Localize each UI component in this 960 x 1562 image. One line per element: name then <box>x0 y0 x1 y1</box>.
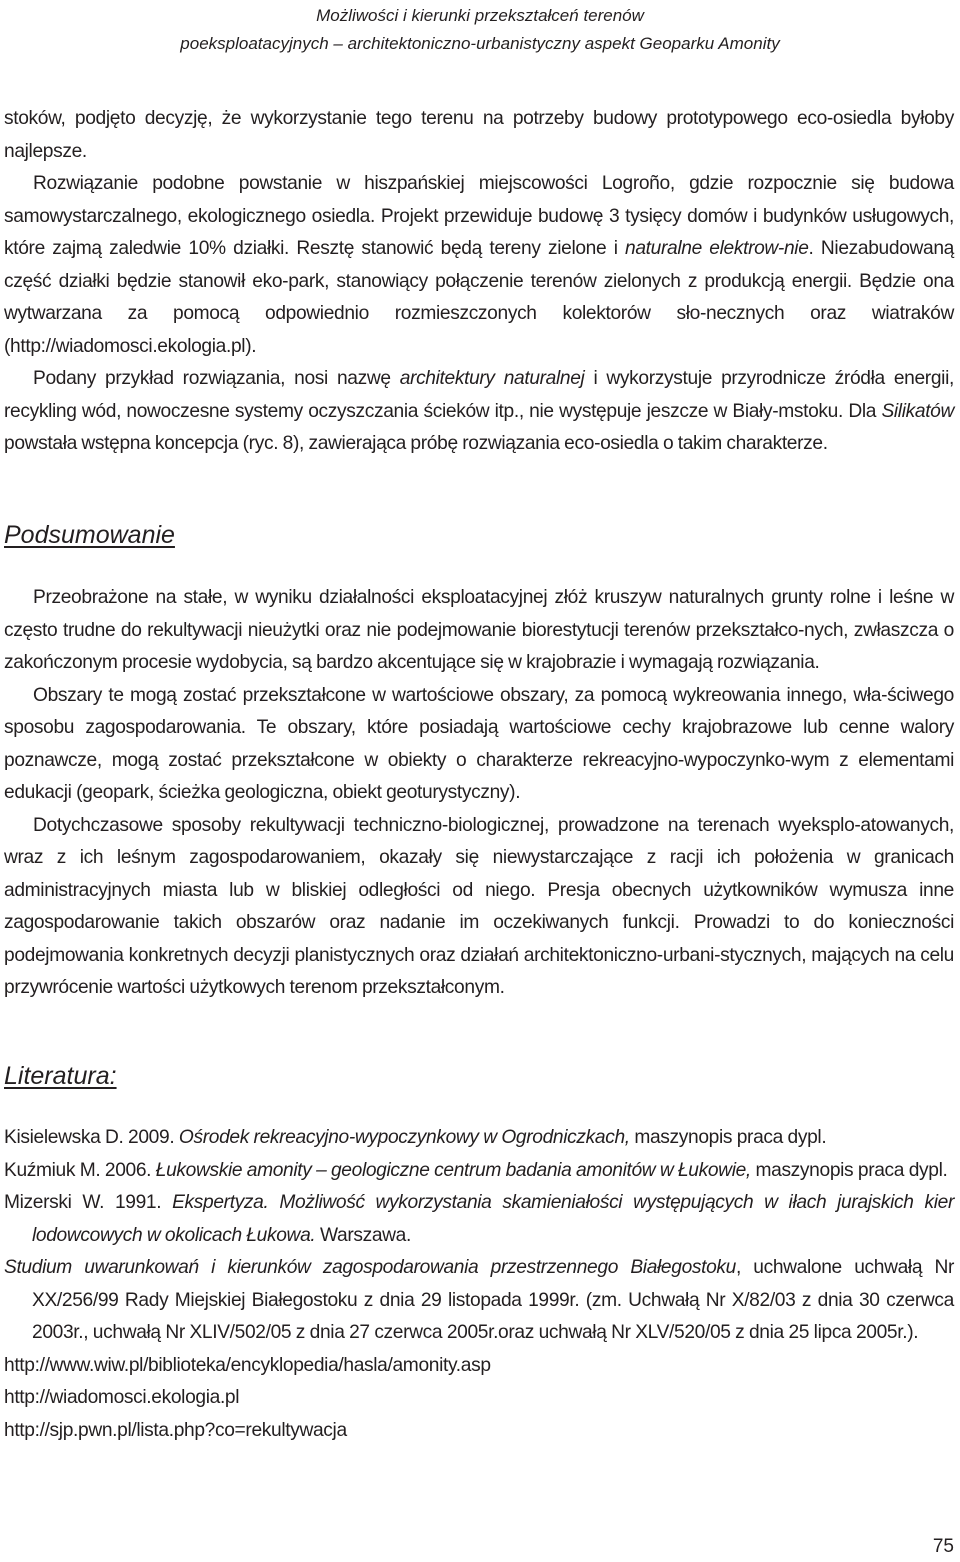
intro-paragraph-3-italic-a: architektury naturalnej <box>399 368 585 389</box>
intro-paragraph-3-text-c: powstała wstępna koncepcja (ryc. 8), zawierająca próbę rozwiązania eco-osiedla o takim charakterze. <box>4 433 828 454</box>
literature-heading: Literatura: <box>4 1062 117 1090</box>
reference-url: http://www.wiw.pl/biblioteka/encyklopedia/hasla/amonity.asp <box>4 1354 491 1376</box>
intro-paragraph-3 <box>4 363 954 461</box>
intro-paragraph-3-text-a: Podany przykład rozwiązania, nosi nazwę <box>33 368 400 389</box>
reference-note: maszynopis praca dypl. <box>750 1159 948 1181</box>
reference-url: http://sjp.pwn.pl/lista.php?co=rekultywacja <box>4 1419 347 1441</box>
running-header-line-1: Możliwości i kierunki przekształceń terenów <box>316 6 644 25</box>
reference-title: Studium uwarunkowań i kierunków zagospodarowania przestrzennego Białegostoku <box>4 1257 736 1278</box>
reference-item <box>4 1187 954 1252</box>
summary-heading: Podsumowanie <box>4 521 175 549</box>
intro-paragraph-2-text-b: . Niezabudowaną część działki będzie stanowił eko-park, stanowiący połączenie terenów zielonych z produkcją energii. Będzie ona wytwarzana za pomocą odpowiednio rozmieszczonych kolektorów sło-necznych oraz wiatraków (http://wiadomosci.ekologia.pl). <box>4 238 954 357</box>
intro-paragraph-3-text-b: i wykorzystuje przyrodnicze źródła energii, recykling wód, nowoczesne systemy oczyszczania ścieków itp., nie występuje jeszcze w Biały-mstoku. Dla <box>4 368 954 422</box>
reference-list <box>4 1122 954 1447</box>
intro-paragraph-2 <box>4 168 954 363</box>
reference-item <box>4 1155 954 1188</box>
page-number: 75 <box>932 1536 954 1557</box>
reference-note: , uchwalone uchwałą Nr XX/256/99 Rady Miejskiej Białegostoku z dnia 29 listopada 1999r. (zm. Uchwałą Nr X/82/03 z dnia 30 czerwca 2003r., uchwałą Nr XLIV/502/05 z dnia 27 czerwca 2005r.oraz uchwałą Nr XLV/520/05 z dnia 25 lipca 2005r.). <box>32 1257 954 1343</box>
summary-paragraph-3: Dotychczasowe sposoby rekultywacji techniczno-biologicznej, prowadzone na terenach wyeksplo-atowanych, wraz z ich leśnym zagospodarowaniem, okazały się niewystarczające z racji ich położenia w granicach administracyjnych miasta lub w bliskiej odległości od niego. Presja obecnych użytkowników wymusza inne zagospodarowanie takich obszarów oraz nadanie im oczekiwanych funkcji. Prowadzi to do konieczności podejmowania konkretnych decyzji planistycznych oraz działań architektoniczno-urbani-stycznych, mających na celu przywrócenie wartości użytkowych terenom przekształconym. <box>4 814 954 998</box>
reference-author: Mizerski W. 1991. <box>4 1192 173 1213</box>
reference-item <box>4 1122 954 1155</box>
reference-title: Ośrodek rekreacyjno-wypoczynkowy w Ogrodniczkach, <box>178 1127 630 1148</box>
summary-section <box>4 582 954 1005</box>
summary-paragraph-2: Obszary te mogą zostać przekształcone w wartościowe obszary, za pomocą wykreowania innego, wła-ściwego sposobu zagospodarowania. Te obszary, które posiadają wartościowe cechy krajobrazowe lub cenne walory poznawcze, mogą zostać przekształcone w obiekty o charakterze rekreacyjno-wypoczynko-wym z elementami edukacji (geopark, ścieżka geologiczna, obiekt geoturystyczny). <box>4 684 954 803</box>
reference-item <box>4 1252 954 1350</box>
reference-author: Kisielewska D. 2009. <box>4 1127 179 1148</box>
reference-note: Warszawa. <box>315 1224 411 1246</box>
intro-paragraph-2-text-a: Rozwiązanie podobne powstanie w hiszpańskiej miejscowości Logroño, gdzie rozpocznie się budowa samowystarczalnego, ekologicznego osiedla. Projekt przewiduje budowę 3 tysięcy domów i budynków usługowych, które zajmą zaledwie 10% działki. Resztę stanowić będą tereny zielone i <box>4 173 954 259</box>
intro-paragraph-3-italic-b: Silikatów <box>881 400 954 422</box>
summary-paragraph-1: Przeobrażone na stałe, w wyniku działalności eksploatacyjnej złóż kruszyw naturalnych grunty rolne i leśne w często trudne do rekultywacji nieużytki oraz nie podejmowanie biorestytucji terenów przekształco-nych, zwłaszcza o zakończonym procesie wydobycia, są bardzo akcentujące się w krajobrazie i wymagają rozwiązania. <box>4 587 954 673</box>
reference-title: Łukowskie amonity – geologiczne centrum badania amonitów w Łukowie, <box>155 1159 751 1181</box>
reference-title: Ekspertyza. Możliwość wykorzystania skamieniałości występujących w iłach jurajskich kier lodowcowych w okolicach Łukowa. <box>32 1192 954 1246</box>
reference-note: maszynopis praca dypl. <box>629 1127 827 1148</box>
running-header <box>0 2 960 58</box>
intro-section <box>4 103 954 461</box>
intro-paragraph-1-text: stoków, podjęto decyzję, że wykorzystanie tego terenu na potrzeby budowy prototypowego eco-osiedla byłoby najlepsze. <box>4 108 954 162</box>
reference-url: http://wiadomosci.ekologia.pl <box>4 1387 240 1408</box>
reference-author: Kuźmiuk M. 2006. <box>4 1159 156 1181</box>
running-header-line-2: poeksploatacyjnych – architektoniczno-urbanistyczny aspekt Geoparku Amonity <box>180 34 780 53</box>
intro-paragraph-2-italic: naturalne elektrow-nie <box>625 238 809 259</box>
intro-paragraph-1 <box>4 103 954 168</box>
